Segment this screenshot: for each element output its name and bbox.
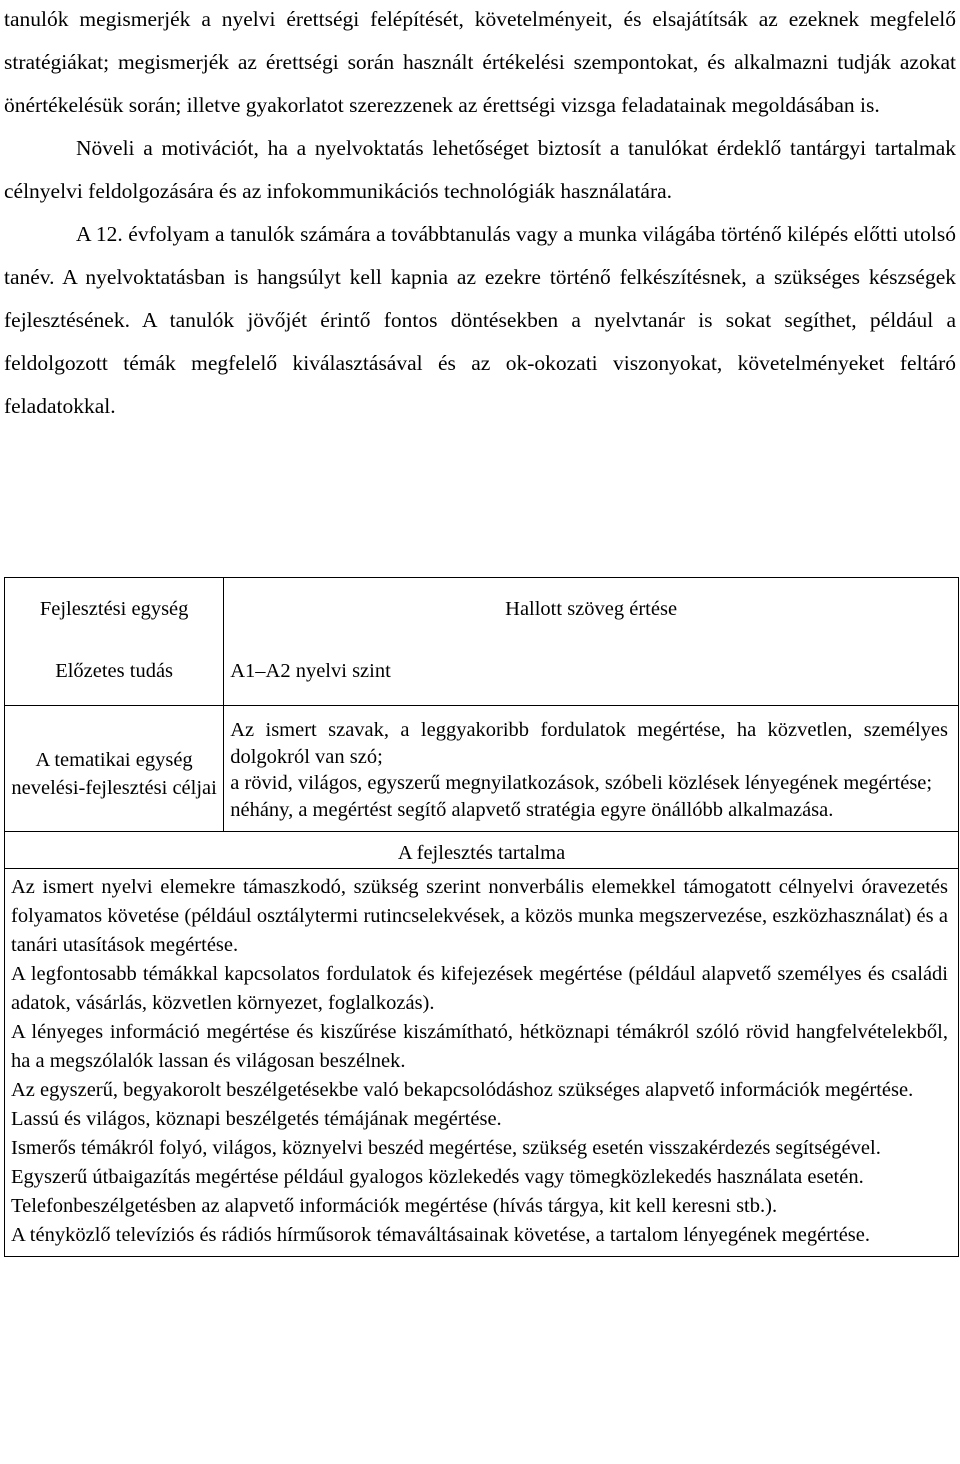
unit-title-cell bbox=[224, 578, 959, 706]
unit-label-cell bbox=[5, 578, 224, 706]
prior-knowledge-value: A1–A2 nyelvi szint bbox=[230, 660, 391, 682]
intro-paragraph: Növeli a motivációt, ha a nyelvoktatás lehetőséget biztosít a tanulókat érdeklő tantárgyi tartalmak célnyelvi feldolgozására és az infokommunikációs technológiák használatára. bbox=[4, 136, 956, 203]
intro-paragraph: A 12. évfolyam a tanulók számára a továbbtanulás vagy a munka világába történő kilépés előtti utolsó tanév. A nyelvoktatásban is hangsúlyt kell kapnia az ezekre történő felkészítésnek, a szükséges készségek fejlesztésének. A tanulók jövőjét érintő fontos döntésekben a nyelvtanár is sokat segíthet, például a feldolgozott témák megfelelő kiválasztásával és az ok-okozati viszonyokat, követelményeket feltáró feladatokkal. bbox=[4, 222, 956, 418]
content-item: A lényeges információ megértése és kiszűrése kiszámítható, hétköznapi témákról szóló rövid hangfelvételekből, ha a megszólalók lassan és világosan beszélnek. bbox=[11, 1021, 948, 1072]
intro-text bbox=[4, 0, 956, 428]
goal-item: Az ismert szavak, a leggyakoribb fordulatok megértése, ha közvetlen, személyes dolgokról van szó; bbox=[230, 719, 948, 768]
content-title-row bbox=[5, 832, 959, 869]
goals-row bbox=[5, 706, 959, 832]
content-item: Egyszerű útbaigazítás megértése például gyalogos közlekedés vagy tömegközlekedés használata esetén. bbox=[11, 1166, 864, 1188]
content-item: A legfontosabb témákkal kapcsolatos fordulatok és kifejezések megértése (például alapvető személyes és családi adatok, vásárlás, közvetlen környezet, foglalkozás). bbox=[11, 963, 948, 1014]
curriculum-table bbox=[4, 577, 959, 1257]
content-title: A fejlesztés tartalma bbox=[5, 832, 959, 869]
goals-label: A tematikai egység nevelési-fejlesztési céljai bbox=[5, 706, 224, 832]
content-row bbox=[5, 869, 959, 1257]
content-item: Az egyszerű, begyakorolt beszélgetésekbe való bekapcsolódáshoz szükséges alapvető információk megértése. bbox=[11, 1079, 914, 1101]
content-item: Lassú és világos, köznapi beszélgetés témájának megértése. bbox=[11, 1108, 502, 1130]
unit-header-row bbox=[5, 578, 959, 706]
unit-label: Fejlesztési egység bbox=[39, 598, 189, 620]
content-item: A tényközlő televíziós és rádiós hírműsorok témaváltásainak követése, a tartalom lényegének megértése. bbox=[11, 1224, 870, 1246]
goal-item: néhány, a megértést segítő alapvető stratégia egyre önállóbb alkalmazása. bbox=[230, 798, 834, 821]
content-item: Ismerős témákról folyó, világos, köznyelvi beszéd megértése, szükség esetén visszakérdezés segítségével. bbox=[11, 1137, 881, 1159]
goal-item: a rövid, világos, egyszerű megnyilatkozások, szóbeli közlések lényegének megértése; bbox=[230, 772, 933, 794]
content-item: Az ismert nyelvi elemekre támaszkodó, szükség szerint nonverbális elemekkel támogatott célnyelvi óravezetés folyamatos követése (például osztálytermi rutincselekvések, a közös munka megszervezése, eszközhasználat) és a tanári utasítások megértése. bbox=[11, 876, 948, 956]
unit-title: Hallott szöveg értése bbox=[505, 598, 678, 620]
content-item: Telefonbeszélgetésben az alapvető információk megértése (hívás tárgya, kit kell keresni stb.). bbox=[11, 1195, 778, 1217]
intro-paragraph: tanulók megismerjék a nyelvi érettségi felépítését, követelményeit, és elsajátítsák az ezeknek megfelelő stratégiákat; megismerjék az érettségi során használt értékelési szempontokat, és alkalmazni tudják azokat önértékelésük során; illetve gyakorlatot szerezzenek az érettségi vizsga feladatainak megoldásában is. bbox=[4, 7, 956, 117]
content-cell bbox=[5, 869, 959, 1257]
prior-knowledge-label: Előzetes tudás bbox=[55, 660, 174, 682]
goals-cell bbox=[224, 706, 959, 832]
